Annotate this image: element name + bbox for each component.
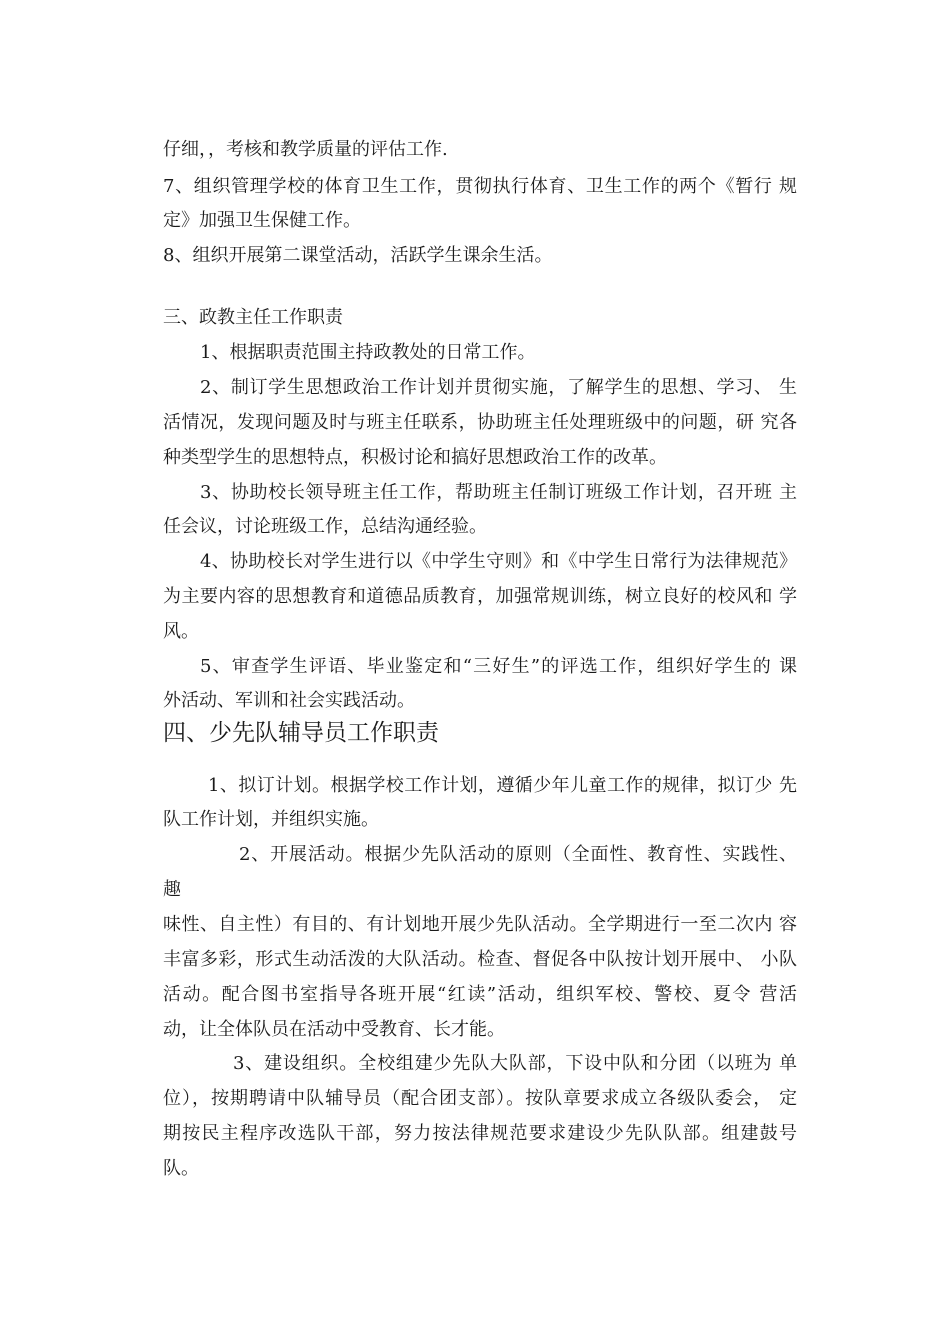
text-line: 仔细，，考核和教学质量的评估工作. (163, 139, 448, 160)
text-line: 丰富多彩，形式生动活泼的大队活动。检查、督促各中队按计划开展中、 小队 (163, 949, 797, 970)
text-line: 味性、自主性）有目的、有计划地开展少先队活动。全学期进行一至二次内 容 (163, 914, 797, 935)
text-line: 3、协助校长领导班主任工作，帮助班主任制订班级工作计划，召开班 主 (200, 482, 797, 503)
section-heading: 三、政教主任工作职责 (163, 307, 343, 328)
text-line: 定》加强卫生保健工作。 (163, 210, 361, 231)
text-line: 活情况，发现问题及时与班主任联系，协助班主任处理班级中的问题，研 究各 (163, 412, 797, 433)
text-line: 队工作计划，并组织实施。 (163, 809, 379, 830)
text-line: 1、根据职责范围主持政教处的日常工作。 (200, 342, 536, 363)
text-line: 1、拟订计划。根据学校工作计划，遵循少年儿童工作的规律，拟订少 先 (208, 775, 797, 796)
text-line: 任会议，讨论班级工作，总结沟通经验。 (163, 516, 487, 537)
text-line: 3、建设组织。全校组建少先队大队部，下设中队和分团（以班为 单 (233, 1053, 797, 1074)
text-line: 趣 (163, 879, 181, 900)
text-line: 7、组织管理学校的体育卫生工作，贯彻执行体育、卫生工作的两个《暂行 规 (163, 176, 797, 197)
text-line: 风。 (163, 621, 199, 642)
text-line: 期按民主程序改选队干部，努力按法律规范要求建设少先队队部。组建鼓号 (163, 1123, 797, 1144)
text-line: 为主要内容的思想教育和道德品质教育，加强常规训练，树立良好的校风和 学 (163, 586, 797, 607)
text-line: 2、制订学生思想政治工作计划并贯彻实施，了解学生的思想、学习、 生 (200, 377, 797, 398)
text-line: 2、开展活动。根据少先队活动的原则（全面性、教育性、实践性、 (239, 844, 797, 865)
text-line: 种类型学生的思想特点，积极讨论和搞好思想政治工作的改革。 (163, 447, 667, 468)
text-line: 队。 (163, 1158, 199, 1179)
text-line: 动，让全体队员在活动中受教育、长才能。 (163, 1019, 505, 1040)
text-line: 外活动、军训和社会实践活动。 (163, 690, 415, 711)
text-line: 位），按期聘请中队辅导员（配合团支部）。按队章要求成立各级队委会， 定 (163, 1088, 797, 1109)
text-line: 8、组织开展第二课堂活动，活跃学生课余生活。 (163, 245, 553, 266)
text-line: 4、协助校长对学生进行以《中学生守则》和《中学生日常行为法律规范》 (200, 551, 797, 572)
section-heading: 四、少先队辅导员工作职责 (163, 720, 439, 746)
text-line: 5、审查学生评语、毕业鉴定和“三好生”的评选工作，组织好学生的 课 (200, 656, 797, 677)
text-line: 活动。配合图书室指导各班开展“红读”活动，组织军校、警校、夏令 营活 (163, 984, 797, 1005)
